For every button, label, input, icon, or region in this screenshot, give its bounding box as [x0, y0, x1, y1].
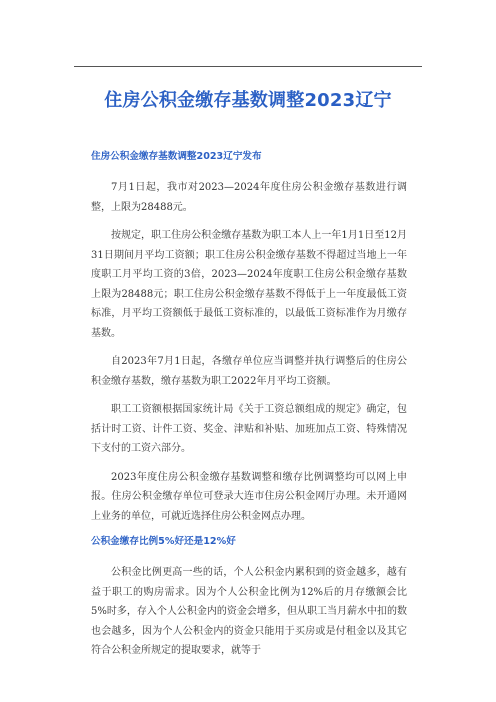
paragraph: 2023年度住房公积金缴存基数调整和缴存比例调整均可以网上申报。住房公积金缴存单位可登录大连市住房公积金网厅办理。未开通网上业务的单位，可就近选择住房公积金网点办理。 — [91, 471, 407, 522]
paragraph: 7月1日起，我市对2023—2024年度住房公积金缴存基数进行调整，上限为28488元。 — [91, 182, 407, 213]
paragraph: 自2023年7月1日起，各缴存单位应当调整并执行调整后的住房公积金缴存基数，缴存基数为职工2022年月平均工资额。 — [91, 356, 407, 387]
document-body — [91, 150, 407, 670]
section-heading-ratio: 公积金缴存比例5%好还是12%好 — [91, 536, 236, 547]
document-title: 住房公积金缴存基数调整2023辽宁 — [104, 90, 392, 111]
section-heading-announcement: 住房公积金缴存基数调整2023辽宁发布 — [91, 151, 262, 162]
header-rule — [74, 66, 422, 67]
paragraph: 公积金比例更高一些的话，个人公积金内累积到的资金越多，越有益于职工的购房需求。因为个人公积金比例为12%后的月存缴额会比5%时多，存入个人公积金内的资金会增多，但从职工当月薪水中扣的数也会越多，因为个人公积金内的资金只能用于买房或是付租金以及其它符合公积金所规定的提取要求，就等于 — [91, 567, 407, 656]
paragraph: 职工工资额根据国家统计局《关于工资总额组成的规定》确定，包括计时工资、计件工资、奖金、津贴和补贴、加班加点工资、特殊情况下支付的工资六部分。 — [91, 404, 407, 454]
paragraph: 按规定，职工住房公积金缴存基数为职工本人上一年1月1日至12月31日期间月平均工资额；职工住房公积金缴存基数不得超过当地上一年度职工月平均工资的3倍，2023—2024年度职工住房公积金缴存基数上限为28488元；职工住房公积金缴存基数不得低于上一年度最低工资标准，月平均工资额低于最低工资标准的，以最低工资标准作为月缴存基数。 — [91, 230, 407, 339]
